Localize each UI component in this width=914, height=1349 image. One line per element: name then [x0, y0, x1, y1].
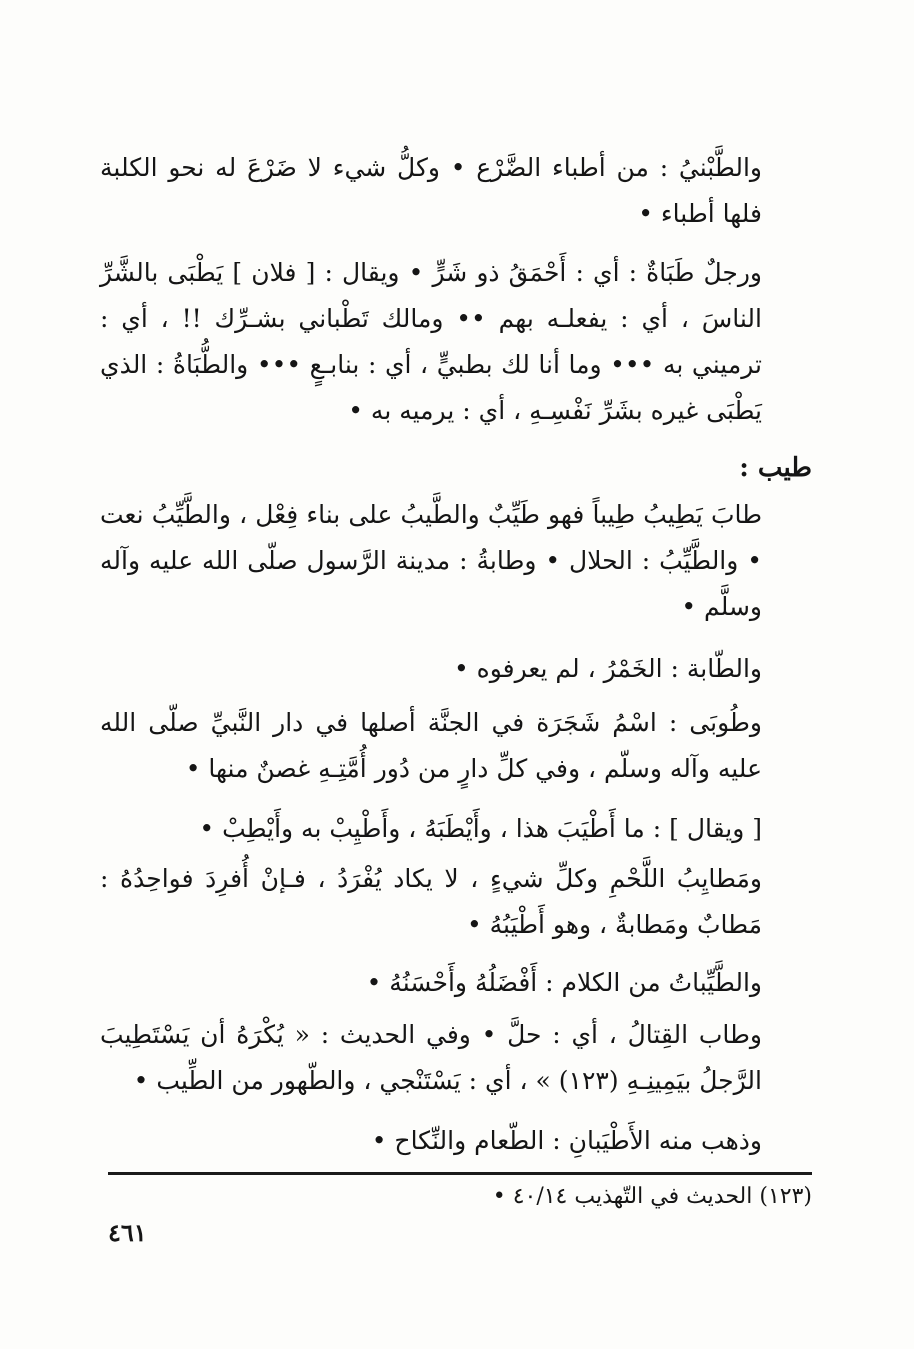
paragraph-taba-yatibu: [100, 492, 812, 630]
paragraph-tabni: [100, 145, 812, 237]
footnote-divider: [108, 1172, 812, 1175]
paragraph-text: وذهب منه الأَطْيَبانِ : الطّعام والنِّكاح •: [371, 1126, 762, 1155]
paragraph-text: [ ويقال ] : ما أَطْيَبَ هذا ، وأَيْطَبَهُ ، وأَطْيِبْ به وأَيْطِبْ •: [199, 814, 762, 843]
paragraph-ma-atyaba: [100, 806, 812, 852]
paragraph-taba-qital: [100, 1012, 812, 1104]
page-number: ٤٦١: [108, 1218, 147, 1247]
paragraph-tuba: [100, 700, 812, 792]
paragraph-tayyibat: [100, 960, 812, 1006]
footnote: (١٢٣) الحديث في التّهذيب ٤٠/١٤ •: [492, 1184, 812, 1209]
paragraph-text: ورجلٌ طَبَاةٌ : أي : أَحْمَقُ ذو شَرٍّ • ويقال : [ فلان ] يَطْبَى بالشَّرِّ الناسَ ، أي : يفعلـه بهم •• ومالك تَطْباني بشـرِّك !! ، أي : ترميني به ••• وما أنا لك بطبيٍّ ، أي : بنابـعٍ ••• والطُّبَاةُ : الذي يَطْبَى غيره بشَرِّ نَفْسِـهِ ، أي : يرميه به •: [100, 258, 762, 425]
paragraph-text: وطُوبَى : اسْمُ شَجَرَة في الجنَّة أصلها في دار النَّبيِّ صلّى الله عليه وآله وسلّم ، وفي كلِّ دارٍ من دُور أُمَّتِـهِ غصنٌ منها •: [100, 708, 762, 783]
paragraph-text: ومَطايِبُ اللَّحْمِ وكلِّ شيءٍ ، لا يكاد يُفْرَدُ ، فـإنْ أُفرِدَ فواحِدُهُ : مَطابٌ ومَطابةٌ ، وهو أَطْيَبُهُ •: [100, 864, 762, 939]
paragraph-text: طابَ يَطِيبُ طِيباً فهو طَيِّبٌ والطَّيبُ على بناء فِعْل ، والطَّيِّبُ نعت • والطَّيِّبُ : الحلال • وطابةُ : مدينة الرَّسول صلّى الله عليه وآله وسلَّم •: [100, 500, 762, 621]
paragraph-tabah-khamr: [100, 646, 812, 692]
paragraph-tabah: [100, 250, 812, 434]
paragraph-matayib: [100, 856, 812, 948]
paragraph-atyaban: [100, 1118, 812, 1164]
paragraph-text: وطاب القِتالُ ، أي : حلَّ • وفي الحديث : « يُكْرَهُ أن يَسْتَطِيبَ الرَّجلُ بيَمِينِـهِ (١٢٣) » ، أي : يَسْتَنْجي ، والطّهور من الطِّيب •: [100, 1020, 762, 1095]
paragraph-text: والطَّبْنيُ : من أطباء الضَّرْع • وكلُّ شيء لا ضَرْعَ له نحو الكلبة فلها أطباء •: [100, 153, 762, 228]
entry-heading: طيب :: [739, 453, 812, 483]
paragraph-text: والطّابة : الخَمْرُ ، لم يعرفوه •: [453, 654, 762, 683]
paragraph-text: والطَّيِّباتُ من الكلام : أَفْضَلُهُ وأَحْسَنُهُ •: [366, 968, 762, 997]
